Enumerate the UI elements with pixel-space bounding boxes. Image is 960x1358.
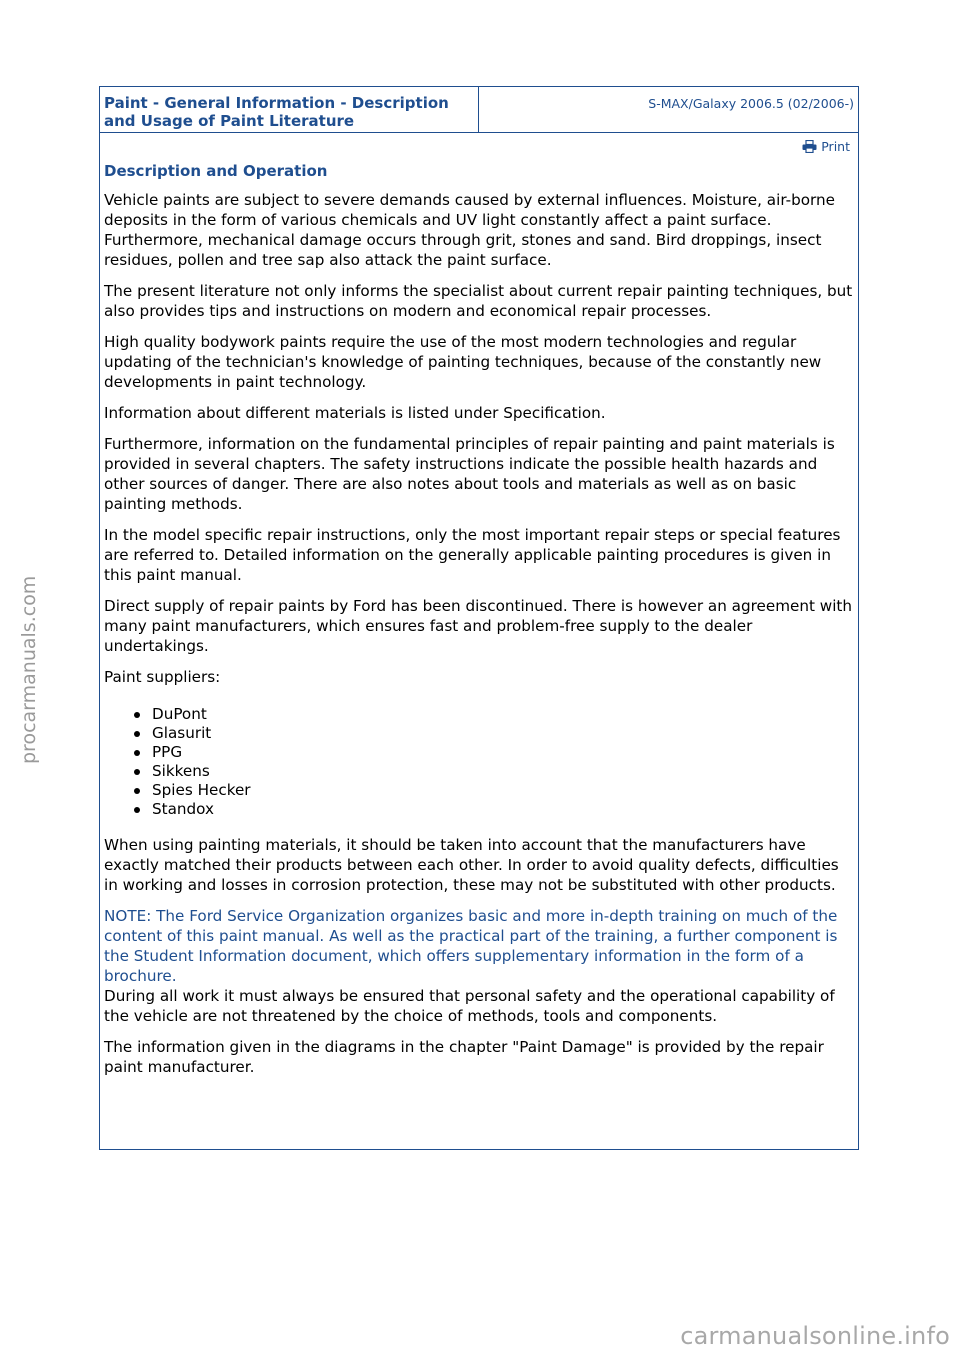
document-frame — [99, 86, 859, 1150]
list-item: Spies Hecker — [104, 781, 856, 800]
paragraph: Paint suppliers: — [104, 668, 221, 686]
paragraph: During all work it must always be ensured that personal safety and the operational capability of the vehicle are not threatened by the choice of methods, tools and components. — [104, 987, 835, 1025]
vehicle-model: S-MAX/Galaxy 2006.5 (02/2006-) — [648, 96, 854, 111]
note-text: NOTE: The Ford Service Organization organizes basic and more in-depth training on much of the content of this paint manual. As well as the practical part of the training, a further component is the Student Information document, which offers supplementary information in the form of a brochure. — [104, 907, 838, 985]
paragraph: Direct supply of repair paints by Ford has been discontinued. There is however an agreement with many paint manufacturers, which ensures fast and problem-free supply to the dealer undertakings. — [104, 597, 852, 655]
printer-icon — [802, 140, 817, 153]
paragraph: In the model specific repair instructions, only the most important repair steps or special features are referred to. Detailed information on the generally applicable painting procedures is given in this paint manual. — [104, 526, 841, 584]
document-body — [104, 162, 856, 1077]
supplier-list — [104, 705, 856, 819]
paragraph: High quality bodywork paints require the use of the most modern technologies and regular updating of the technician's knowledge of painting techniques, because of the constantly new developments in paint technology. — [104, 333, 822, 391]
document-header — [100, 87, 858, 133]
list-item: Glasurit — [104, 724, 856, 743]
list-item: DuPont — [104, 705, 856, 724]
paragraph: Information about different materials is listed under Specification. — [104, 404, 606, 422]
list-item: PPG — [104, 743, 856, 762]
paragraph: When using painting materials, it should be taken into account that the manufacturers have exactly matched their products between each other. In order to avoid quality defects, difficulties in working and losses in corrosion protection, these may not be substituted with other products. — [104, 836, 839, 894]
print-label: Print — [821, 139, 850, 154]
print-button[interactable] — [802, 139, 850, 154]
bottom-watermark: carmanualsonline.info — [680, 1322, 950, 1350]
paragraph: Vehicle paints are subject to severe demands caused by external influences. Moisture, air-borne deposits in the form of various chemicals and UV light constantly affect a paint surface. Furthermore, mechanical damage occurs through grit, stones and sand. Bird droppings, insect residues, pollen and tree sap also attack the paint surface. — [104, 191, 835, 269]
paragraph: The information given in the diagrams in the chapter "Paint Damage" is provided by the repair paint manufacturer. — [104, 1038, 824, 1076]
page-title: Paint - General Information - Description and Usage of Paint Literature — [100, 87, 479, 132]
list-item: Sikkens — [104, 762, 856, 781]
side-watermark: procarmanuals.com — [18, 575, 40, 765]
section-title: Description and Operation — [104, 162, 328, 180]
list-item: Standox — [104, 800, 856, 819]
paragraph: Furthermore, information on the fundamental principles of repair painting and paint materials is provided in several chapters. The safety instructions indicate the possible health hazards and other sources of danger. There are also notes about tools and materials as well as on basic painting methods. — [104, 435, 835, 513]
paragraph: The present literature not only informs the specialist about current repair painting techniques, but also provides tips and instructions on modern and economical repair processes. — [104, 282, 853, 320]
